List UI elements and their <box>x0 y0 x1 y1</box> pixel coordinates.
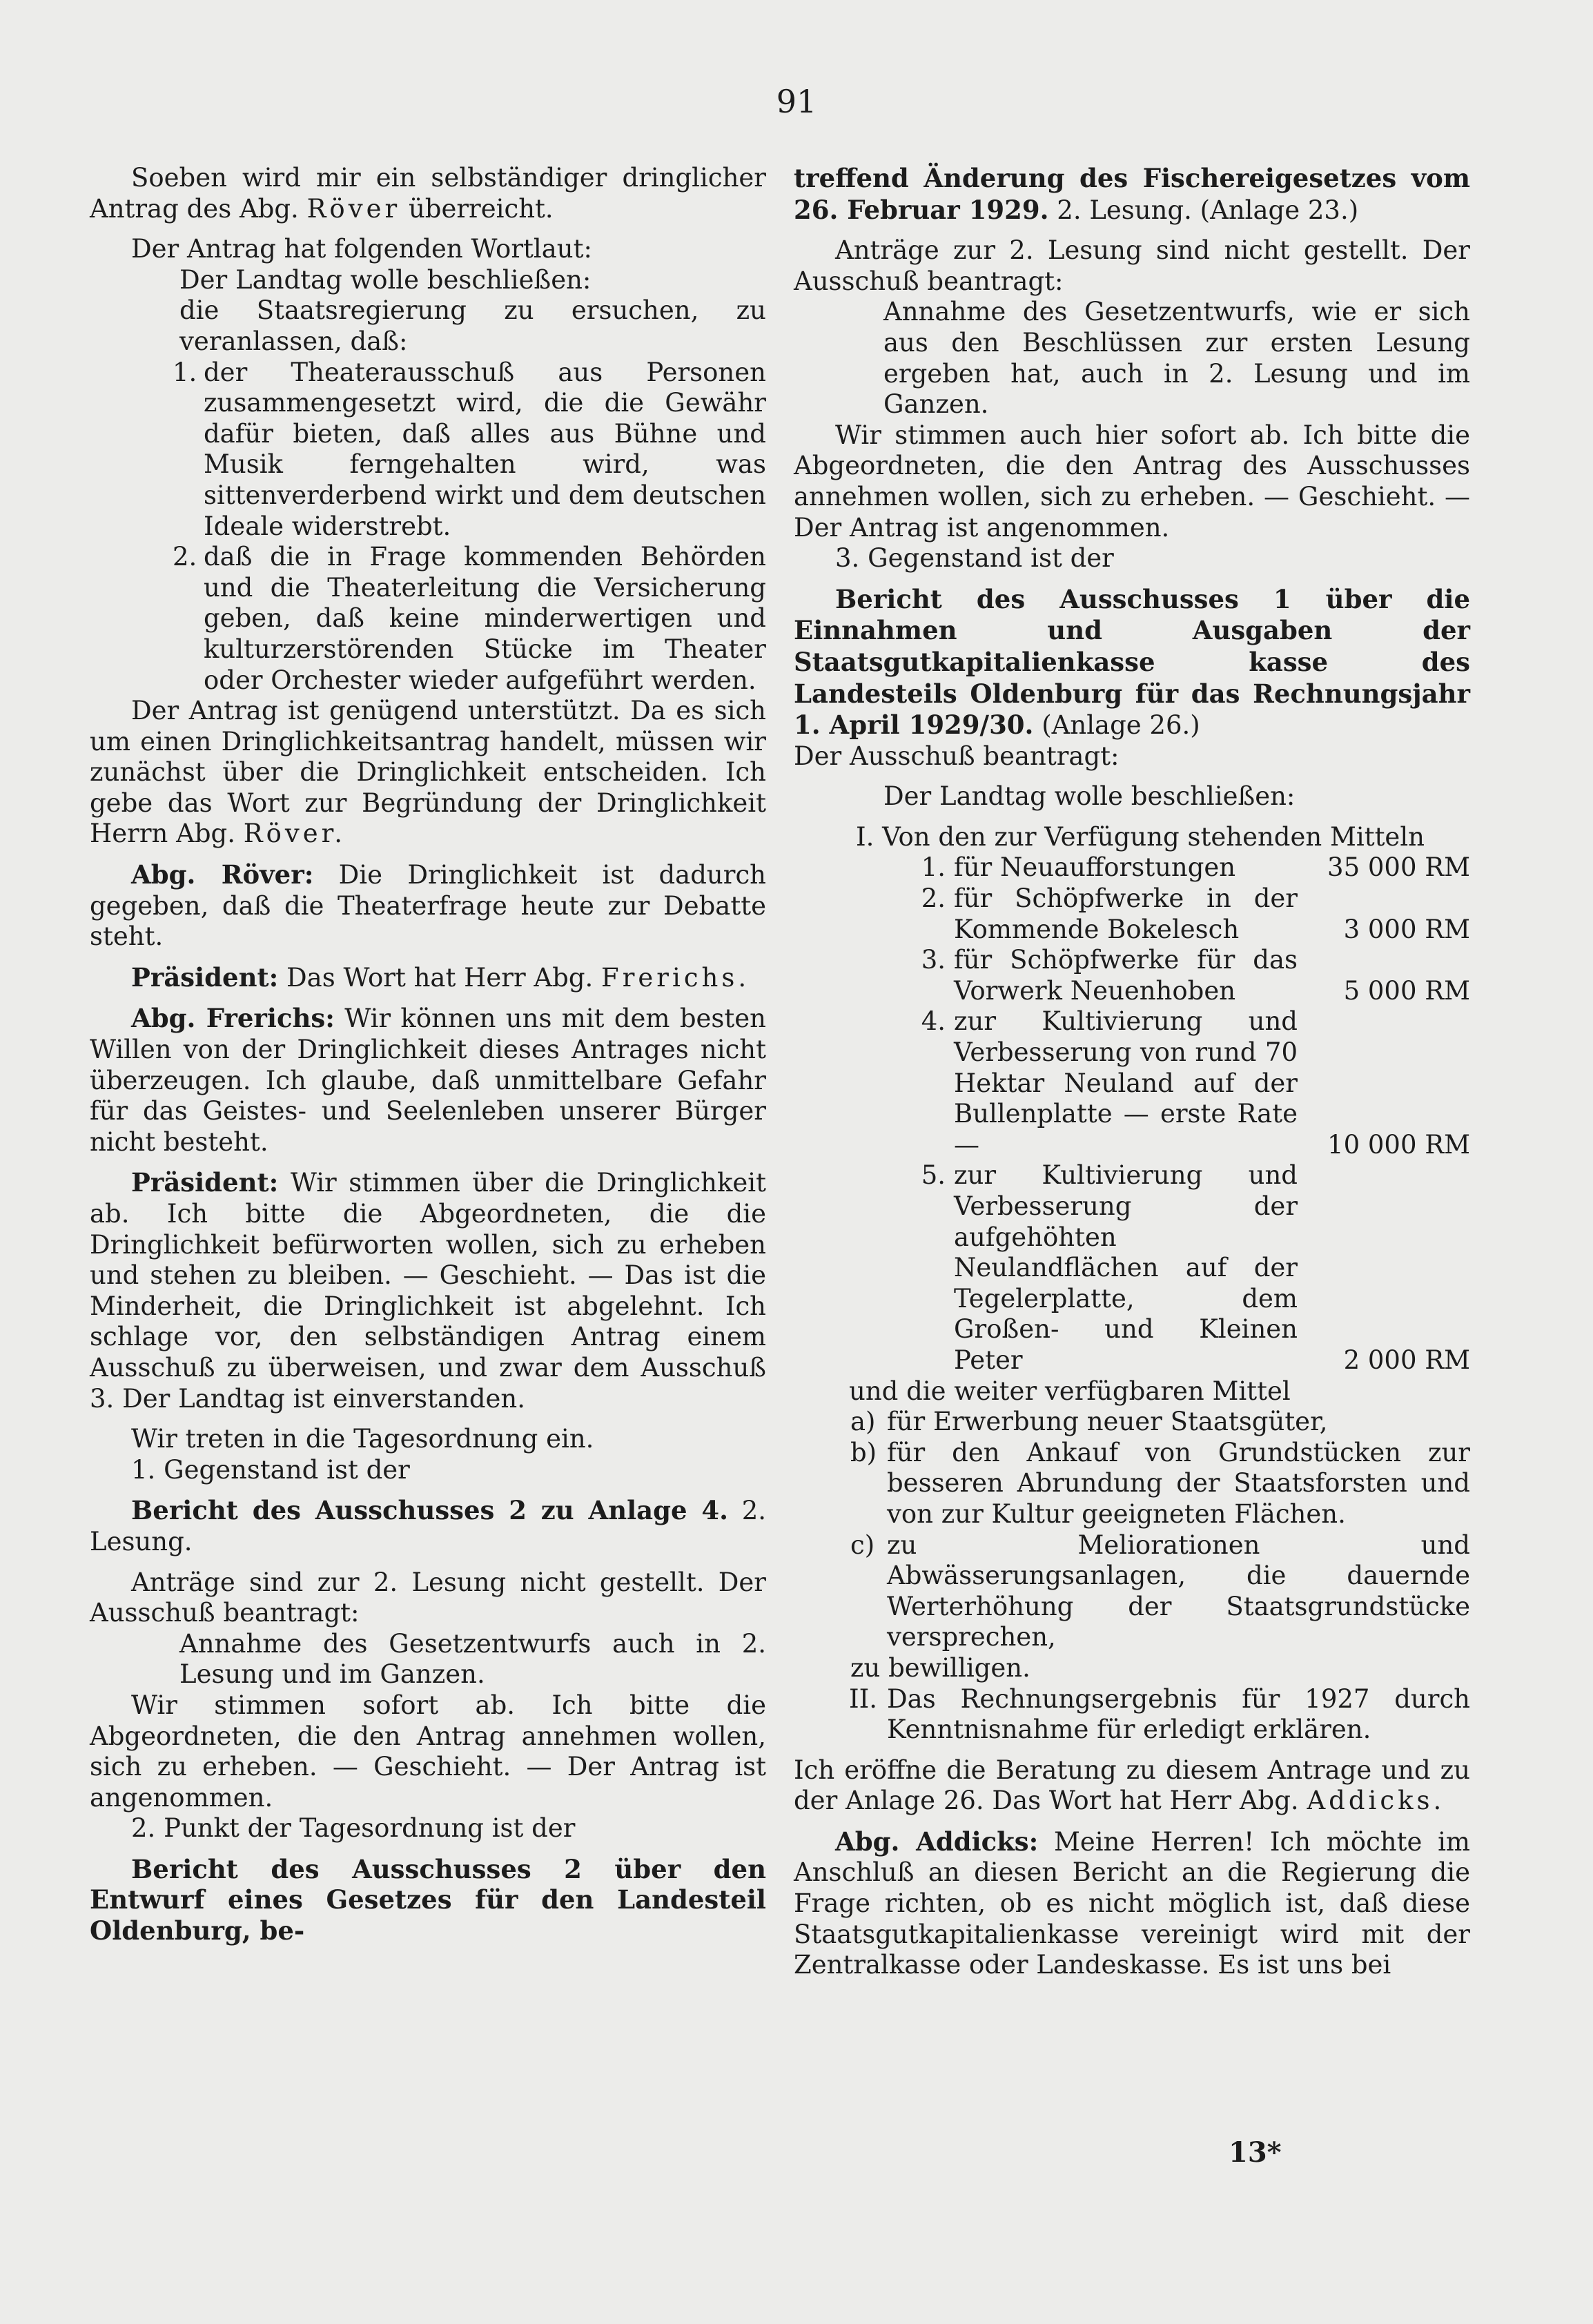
speaker-label: Abg. Addicks: <box>835 1826 1039 1857</box>
paragraph: Der Ausschuß beantragt: <box>794 741 1120 771</box>
list-item: a) für Erwerbung neuer Staatsgüter, <box>850 1407 1328 1437</box>
list-item: b) für den Ankauf von Grundstücken zur besseren Abrundung der Staatsforsten und von zur Kultur geeigneten Flächen. <box>850 1437 1470 1529</box>
right-column <box>794 163 1470 1981</box>
speaker-label: Abg. Röver: <box>131 859 314 890</box>
budget-item: 4. zur Kultivierung und Verbesserung von rund 70 Hektar Neuland auf der Bullenplatte — erste Rate — 10 000 RM <box>921 1006 1470 1160</box>
budget-item: 2. für Schöpfwerke in der Kommende Bokelesch 3 000 RM <box>921 883 1470 944</box>
paragraph: Der Antrag ist genügend unterstützt. Da es sich um einen Dringlichkeitsantrag handelt, müssen wir zunächst über die Dringlichkeit entscheiden. Ich gebe das Wort zur Begründung der Dringlichkeit Herrn Abg. Röver. <box>90 696 766 849</box>
list-item: II. Das Rechnungsergebnis für 1927 durch Kenntnisnahme für erledigt erklären. <box>849 1683 1470 1745</box>
budget-amount: 5 000 RM <box>1343 975 1470 1006</box>
quote-line: Der Landtag wolle beschließen: <box>179 264 592 295</box>
quote-line: Annahme des Gesetzentwurfs, wie er sich aus den Beschlüssen zur ersten Lesung ergeben hat, auch in 2. Lesung und im Ganzen. <box>883 297 1470 420</box>
list-item: c) zu Meliorationen und Abwässerungsanlagen, die dauernde Werterhöhung der Staatsgrundstücke versprechen, <box>850 1530 1470 1652</box>
quote-item: 1. der Theaterausschuß aus Personen zusammengesetzt wird, die die Gewähr dafür bieten, daß alles aus Bühne und Musik ferngehalten wird, was sittenverderbend wirkt und dem deutschen Ideale widerstrebt. <box>173 357 766 541</box>
paragraph: 1. Gegenstand ist der <box>131 1454 410 1485</box>
paragraph: Abg. Röver: Die Dringlichkeit ist dadurch gegeben, daß die Theaterfrage heute zur Debatte steht. <box>90 859 766 952</box>
paragraph: 3. Gegenstand ist der <box>835 543 1114 574</box>
agenda-item: Bericht des Ausschusses 1 über die Einnahmen und Ausgaben der Staatsgutkapitalienkasse kasse des Landesteils Oldenburg für das Rechnungsjahr 1. April 1929/30. (Anlage 26.) <box>794 583 1470 741</box>
paragraph: 2. Punkt der Tagesordnung ist der <box>131 1813 576 1844</box>
budget-item: 1. für Neuaufforstungen 35 000 RM <box>921 852 1470 883</box>
paragraph: Wir stimmen sofort ab. Ich bitte die Abgeordneten, die den Antrag annehmen wollen, sich zu erheben. — Geschieht. — Der Antrag ist angenommen. <box>90 1690 766 1813</box>
page-number: 91 <box>776 83 817 120</box>
paragraph: Soeben wird mir ein selbständiger dringlicher Antrag des Abg. Röver überreicht. <box>90 163 766 224</box>
paragraph: zu bewilligen. <box>850 1652 1030 1683</box>
quote-item: 2. daß die in Frage kommenden Behörden und die Theaterleitung die Versicherung geben, daß keine minderwertigen und kulturzerstörenden Stücke im Theater oder Orchester wieder aufgeführt werden. <box>173 542 766 695</box>
speaker-name: Addicks. <box>1307 1786 1445 1816</box>
paragraph: Der Antrag hat folgenden Wortlaut: <box>131 234 592 264</box>
paragraph: Präsident: Das Wort hat Herr Abg. Frerichs. <box>131 961 750 993</box>
budget-item: 3. für Schöpfwerke für das Vorwerk Neuenhoben 5 000 RM <box>921 945 1470 1006</box>
speaker-label: Präsident: <box>131 961 279 993</box>
budget-amount: 35 000 RM <box>1327 852 1470 883</box>
paragraph: Anträge zur 2. Lesung sind nicht gestellt. Der Ausschuß beantragt: <box>794 235 1470 296</box>
speaker-label: Präsident: <box>131 1167 279 1198</box>
paragraph: und die weiter verfügbaren Mittel <box>849 1376 1291 1406</box>
speaker-name: Frerichs. <box>601 962 750 993</box>
paragraph: Abg. Addicks: Meine Herren! Ich möchte im Anschluß an diesen Bericht an die Regierung die Frage richten, ob es nicht möglich ist, daß diese Staatsgutkapitalienkasse vereinigt wird mit der Zentralkasse oder Landeskasse. Es ist uns bei <box>794 1826 1471 1980</box>
left-column <box>90 163 766 1946</box>
quote-line: Annahme des Gesetzentwurfs auch in 2. Lesung und im Ganzen. <box>179 1628 766 1690</box>
quote-line: die Staatsregierung zu ersuchen, zu veranlassen, daß: <box>179 295 766 356</box>
paragraph: Präsident: Wir stimmen über die Dringlichkeit ab. Ich bitte die Abgeordneten, die die Dringlichkeit befürworten wollen, sich zu erheben und stehen zu bleiben. — Geschieht. — Das ist die Minderheit, die Dringlichkeit ist abgelehnt. Ich schlage vor, den selbständigen Antrag einem Ausschuß zu überweisen, und zwar dem Ausschuß 3. Der Landtag ist einverstanden. <box>90 1167 766 1414</box>
quote-line: Der Landtag wolle beschließen: <box>883 781 1296 812</box>
signature-mark: 13* <box>1229 2136 1282 2169</box>
budget-item: 5. zur Kultivierung und Verbesserung der aufgehöhten Neulandflächen auf der Tegelerplatte, dem Großen- und Kleinen Peter 2 000 RM <box>921 1160 1470 1375</box>
paragraph: Wir stimmen auch hier sofort ab. Ich bitte die Abgeordneten, die den Antrag des Ausschusses annehmen wollen, sich zu erheben. — Geschieht. — Der Antrag ist angenommen. <box>794 420 1470 543</box>
budget-amount: 2 000 RM <box>1343 1345 1470 1375</box>
agenda-item: Bericht des Ausschusses 2 über den Entwurf eines Gesetzes für den Landesteil Oldenburg, be- <box>90 1853 766 1946</box>
speaker-name: Röver <box>306 193 401 224</box>
speaker-label: Abg. Frerichs: <box>131 1003 335 1034</box>
budget-amount: 10 000 RM <box>1327 1129 1470 1160</box>
speaker-name: Röver. <box>243 819 346 849</box>
agenda-item-continued: treffend Änderung des Fischereigesetzes vom 26. Februar 1929. 2. Lesung. (Anlage 23.) <box>794 163 1470 225</box>
paragraph: Wir treten in die Tagesordnung ein. <box>131 1424 594 1454</box>
paragraph: Anträge sind zur 2. Lesung nicht gestellt. Der Ausschuß beantragt: <box>90 1567 766 1628</box>
budget-heading: I. Von den zur Verfügung stehenden Mitteln <box>856 821 1425 852</box>
paragraph: Abg. Frerichs: Wir können uns mit dem besten Willen von der Dringlichkeit dieses Antrages nicht überzeugen. Ich glaube, daß unmittelbare Gefahr für das Geistes- und Seelenleben unserer Bürger nicht besteht. <box>90 1003 766 1157</box>
paragraph: Ich eröffne die Beratung zu diesem Antrage und zu der Anlage 26. Das Wort hat Herr Abg. Addicks. <box>794 1755 1470 1816</box>
agenda-item: Bericht des Ausschusses 2 zu Anlage 4. 2. Lesung. <box>90 1495 766 1556</box>
budget-amount: 3 000 RM <box>1343 914 1470 944</box>
